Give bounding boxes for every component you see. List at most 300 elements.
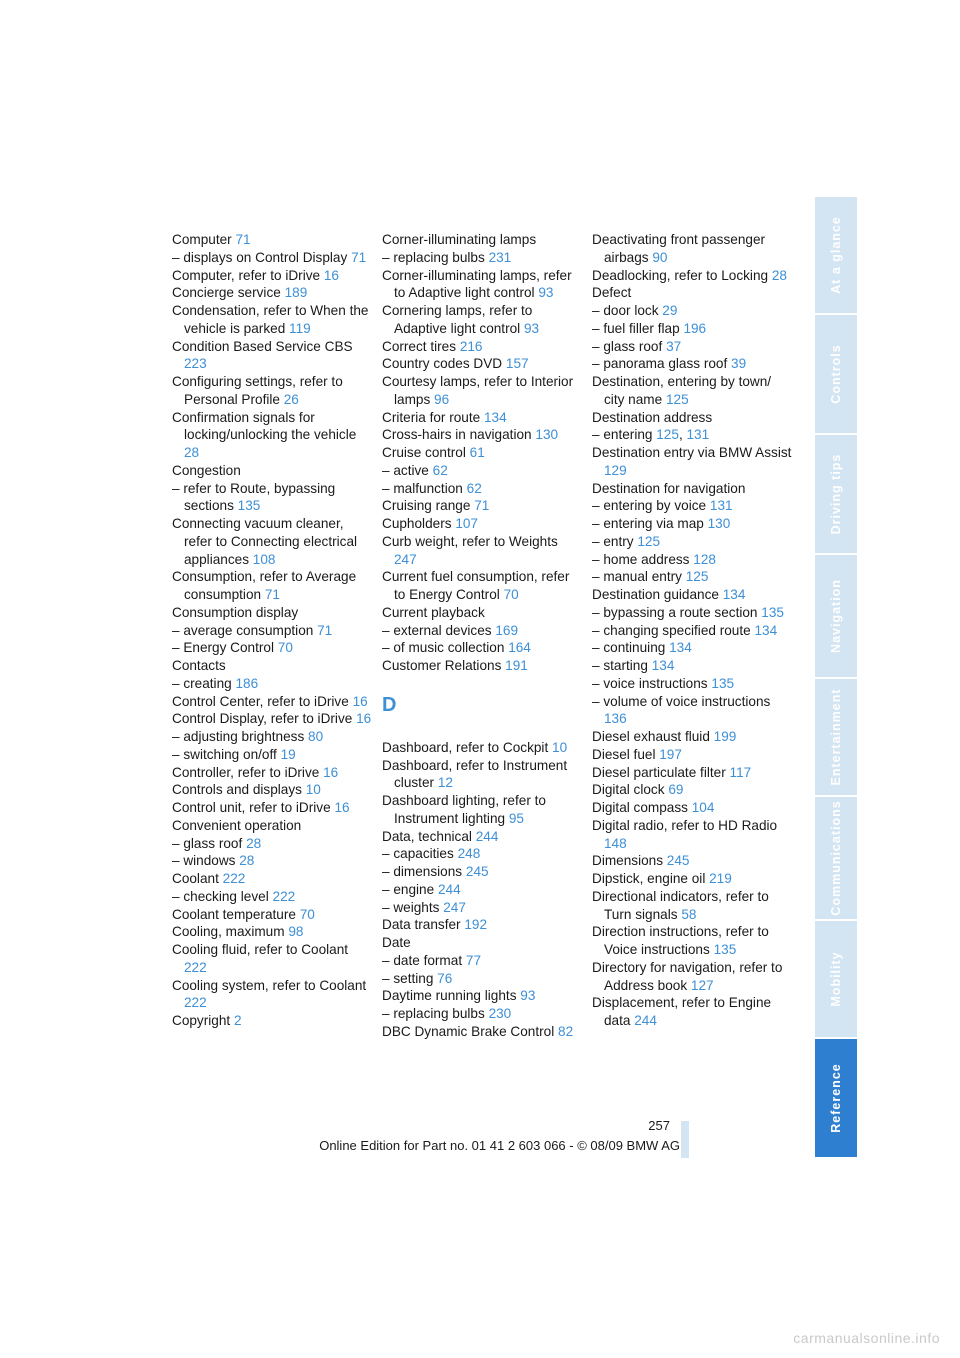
entry-text: Cooling system, refer to Coolant xyxy=(172,977,367,993)
page-reference-link[interactable]: 16 xyxy=(323,764,339,780)
page-reference-link[interactable]: 231 xyxy=(488,249,512,265)
page-reference-link[interactable]: 244 xyxy=(475,828,499,844)
page-reference-link[interactable]: 222 xyxy=(184,959,207,975)
page-reference-link[interactable]: 82 xyxy=(558,1023,574,1039)
entry-text: Diesel exhaust fluid xyxy=(592,729,710,744)
entry-text: Directional indicators, refer to Turn signals xyxy=(592,888,769,922)
page-reference-link[interactable]: 222 xyxy=(184,995,207,1011)
index-column-1 xyxy=(172,231,372,1030)
entry-text: Defect xyxy=(592,285,632,301)
page-reference-link[interactable]: 128 xyxy=(693,551,716,567)
page-reference-link[interactable]: 186 xyxy=(235,675,259,691)
page-reference-link[interactable]: 71 xyxy=(317,622,333,638)
index-entry xyxy=(172,249,372,267)
index-entry xyxy=(592,267,792,285)
section-tab-label: Controls xyxy=(829,344,843,404)
entry-text: – capacities xyxy=(382,846,454,862)
index-entry xyxy=(382,355,582,373)
index-entry xyxy=(172,817,372,835)
index-entry xyxy=(592,355,792,373)
entry-text: – of music collection xyxy=(382,640,505,656)
page-reference-link[interactable]: 12 xyxy=(437,775,453,791)
index-entry xyxy=(592,231,792,267)
index-entry xyxy=(172,373,372,409)
page-reference-link[interactable]: 28 xyxy=(184,445,200,460)
index-entry xyxy=(592,480,792,498)
index-entry xyxy=(172,835,372,853)
page-reference-link[interactable]: 125 xyxy=(665,391,689,407)
section-letter-heading: D xyxy=(382,693,397,716)
page-reference-link[interactable]: 244 xyxy=(437,881,461,897)
entry-text: Correct tires xyxy=(382,338,457,354)
page-reference-link[interactable]: 71 xyxy=(264,587,280,602)
section-tab-communications[interactable] xyxy=(815,797,857,921)
index-entry xyxy=(382,444,582,462)
entry-text: Deadlocking, refer to Locking xyxy=(592,267,769,283)
entry-text: – malfunction xyxy=(382,480,463,496)
index-entry xyxy=(172,622,372,640)
entry-text: Concierge service xyxy=(172,285,281,301)
entry-text: Cruise control xyxy=(382,445,466,460)
page-reference-link[interactable]: 244 xyxy=(634,1013,657,1028)
index-entry xyxy=(592,746,792,764)
page-reference-link[interactable]: 245 xyxy=(465,864,489,879)
entry-text: Current playback xyxy=(382,604,485,620)
entry-text: Computer, refer to iDrive xyxy=(172,267,321,283)
entry-text: Daytime running lights xyxy=(382,988,517,1004)
index-entry xyxy=(382,480,582,498)
page-reference-link[interactable]: 189 xyxy=(284,285,308,301)
entry-text: Data, technical xyxy=(382,828,472,844)
index-entry xyxy=(382,881,582,899)
page-reference-link[interactable]: 135 xyxy=(761,604,784,620)
page-reference-link[interactable]: 37 xyxy=(666,338,682,354)
section-tab-reference[interactable] xyxy=(815,1039,857,1159)
page-reference-link[interactable]: 222 xyxy=(272,888,296,904)
page-reference-link[interactable]: 130 xyxy=(535,427,559,443)
index-entry xyxy=(592,373,792,409)
entry-text: – fuel filler flap xyxy=(592,320,680,336)
entry-text: Displacement, refer to Engine data xyxy=(592,995,772,1028)
entry-text: Condensation, refer to When the vehicle is parked xyxy=(172,303,369,336)
entry-text: Cupholders xyxy=(382,516,452,531)
index-entry xyxy=(592,586,792,604)
section-tab-entertainment[interactable] xyxy=(815,679,857,797)
page-reference-link[interactable]: 129 xyxy=(604,462,627,478)
entry-text: Directory for navigation, refer to Address book xyxy=(592,959,783,993)
entry-text: Consumption display xyxy=(172,604,299,620)
page-reference-link[interactable]: 71 xyxy=(474,498,490,514)
entry-text: Destination address xyxy=(592,409,713,425)
entry-text: Diesel particulate filter xyxy=(592,764,726,780)
entry-text: – replacing bulbs xyxy=(382,249,485,265)
page-reference-link[interactable]: 2 xyxy=(233,1013,242,1028)
page-reference-link[interactable]: 157 xyxy=(505,356,529,372)
page-reference-link[interactable]: 197 xyxy=(659,746,682,762)
page-reference-link[interactable]: 28 xyxy=(246,835,262,851)
index-entry xyxy=(592,764,792,782)
index-entry xyxy=(592,515,792,533)
page-reference-link[interactable]: 134 xyxy=(484,409,507,425)
index-entry xyxy=(172,941,372,977)
entry-text: Computer xyxy=(172,232,232,247)
index-entry xyxy=(382,845,582,863)
index-entry xyxy=(592,551,792,569)
entry-text: Coolant xyxy=(172,871,219,886)
index-entry xyxy=(382,792,582,828)
index-entry xyxy=(172,515,372,568)
page-reference-link[interactable]: 125 xyxy=(685,569,709,585)
page-reference-link[interactable]: 216 xyxy=(459,338,483,354)
page-reference-link[interactable]: 131 xyxy=(709,498,733,514)
entry-text: – volume of voice instructions xyxy=(592,693,771,709)
page-reference-link[interactable]: 98 xyxy=(288,924,304,940)
entry-text: – engine xyxy=(382,881,435,897)
page-reference-link[interactable]: 247 xyxy=(443,899,466,915)
page-reference-link[interactable]: 134 xyxy=(754,622,778,638)
entry-text: Deactivating front passenger airbags xyxy=(592,232,766,265)
page-reference-link[interactable]: 71 xyxy=(351,249,367,265)
index-entry xyxy=(382,863,582,881)
entry-text: – displays on Control Display xyxy=(172,249,348,265)
section-tab-label: Entertainment xyxy=(829,688,843,786)
entry-text: Dashboard, refer to Cockpit xyxy=(382,739,549,755)
index-entry xyxy=(382,934,582,952)
index-entry xyxy=(172,568,372,604)
index-entry xyxy=(172,675,372,693)
section-tab-driving-tips[interactable] xyxy=(815,435,857,555)
page-reference-link[interactable]: 10 xyxy=(305,782,321,798)
page-reference-link[interactable]: 19 xyxy=(280,746,296,762)
entry-text: Corner-illuminating lamps, refer to Adaptive light control xyxy=(382,267,572,301)
entry-text: – Energy Control xyxy=(172,640,275,656)
page-reference-link[interactable]: 131 xyxy=(686,427,710,443)
entry-text: – average consumption xyxy=(172,622,314,638)
section-tab-navigation[interactable] xyxy=(815,555,857,679)
entry-text: – weights xyxy=(382,899,440,915)
index-entry xyxy=(172,977,372,1013)
index-entry xyxy=(592,604,792,622)
entry-text: – entry xyxy=(592,533,634,549)
index-entry xyxy=(592,852,792,870)
entry-text: – replacing bulbs xyxy=(382,1006,485,1021)
index-entry xyxy=(172,746,372,764)
page-reference-link[interactable]: 108 xyxy=(252,551,276,567)
entry-text: Digital clock xyxy=(592,782,665,798)
index-entry xyxy=(592,568,792,586)
entry-text: Digital compass xyxy=(592,800,688,815)
page-reference-link[interactable]: 169 xyxy=(495,622,519,638)
page-reference-link[interactable]: 125 xyxy=(656,427,679,443)
page-reference-link[interactable]: 127 xyxy=(690,977,714,993)
index-entry xyxy=(172,409,372,462)
page-reference-link[interactable]: 70 xyxy=(299,906,315,922)
page-reference-link[interactable]: 28 xyxy=(771,267,787,283)
page-reference-link[interactable]: 245 xyxy=(666,853,690,869)
index-entry xyxy=(382,497,582,515)
page-reference-link[interactable]: 26 xyxy=(283,391,299,407)
index-entry xyxy=(382,639,582,657)
index-entry xyxy=(382,952,582,970)
entry-text: Direction instructions, refer to Voice instructions xyxy=(592,924,769,957)
page-reference-link[interactable]: 125 xyxy=(637,533,661,549)
entry-text: – creating xyxy=(172,675,232,691)
page-reference-link[interactable]: 62 xyxy=(432,462,448,478)
entry-text: Dashboard lighting, refer to Instrument lighting xyxy=(382,793,546,826)
entry-text: Cross-hairs in navigation xyxy=(382,427,532,443)
index-entry xyxy=(382,231,582,249)
page-reference-link[interactable]: 16 xyxy=(323,267,339,283)
section-tab-label: Reference xyxy=(829,1063,843,1133)
entry-text: Data transfer xyxy=(382,917,461,933)
index-entry xyxy=(172,710,372,728)
index-entry xyxy=(382,249,582,267)
index-entry xyxy=(382,373,582,409)
page-reference-link[interactable]: 117 xyxy=(729,764,752,780)
entry-text: – home address xyxy=(592,551,690,567)
index-entry xyxy=(592,622,792,640)
index-entry xyxy=(172,781,372,799)
entry-text: Corner-illuminating lamps xyxy=(382,232,537,247)
index-entry xyxy=(382,987,582,1005)
page-reference-link[interactable]: 196 xyxy=(683,320,707,336)
page-reference-link[interactable]: 134 xyxy=(722,587,746,602)
page-reference-link[interactable]: 134 xyxy=(669,640,692,656)
page-reference-link[interactable]: 80 xyxy=(308,729,324,744)
index-entry xyxy=(172,906,372,924)
entry-text: Cooling fluid, refer to Coolant xyxy=(172,942,349,957)
index-entry xyxy=(592,533,792,551)
index-entry xyxy=(382,409,582,427)
entry-text: Cooling, maximum xyxy=(172,924,285,940)
index-entry xyxy=(592,409,792,427)
index-entry xyxy=(592,657,792,675)
entry-text: – bypassing a route section xyxy=(592,604,758,620)
page-reference-link[interactable]: 164 xyxy=(508,640,531,656)
index-entry xyxy=(592,728,792,746)
page-reference-link[interactable]: 192 xyxy=(464,917,488,933)
index-entry: – entering 125, 131 xyxy=(592,427,710,443)
entry-text: Customer Relations xyxy=(382,658,502,673)
page-reference-link[interactable]: 107 xyxy=(455,516,478,531)
entry-text: Dipstick, engine oil xyxy=(592,871,706,886)
index-entry xyxy=(592,994,792,1030)
page-reference-link[interactable]: 135 xyxy=(711,675,735,691)
index-entry xyxy=(592,923,792,959)
index-entry xyxy=(382,462,582,480)
index-entry xyxy=(172,267,372,285)
index-entry xyxy=(382,757,582,793)
index-entry xyxy=(592,497,792,515)
entry-text: Congestion xyxy=(172,462,241,478)
entry-text: Connecting vacuum cleaner, refer to Connecting electrical appliances xyxy=(172,516,358,567)
entry-text: Control unit, refer to iDrive xyxy=(172,800,331,815)
page-reference-link[interactable]: 62 xyxy=(466,480,482,496)
page-reference-link[interactable]: 134 xyxy=(651,658,675,673)
entry-text: Control Center, refer to iDrive xyxy=(172,693,349,709)
index-entry xyxy=(592,444,792,480)
index-entry xyxy=(172,1012,372,1030)
page-reference-link[interactable]: 130 xyxy=(707,516,731,531)
page-reference-link[interactable]: 93 xyxy=(538,285,554,301)
section-tab-label: At a glance xyxy=(829,216,843,294)
entry-text: Convenient operation xyxy=(172,817,302,833)
entry-text: Confirmation signals for locking/unlocking the vehicle xyxy=(172,409,357,443)
entry-text: – glass roof xyxy=(172,835,243,851)
entry-text: – dimensions xyxy=(382,864,463,879)
page-reference-link[interactable]: 16 xyxy=(356,711,372,727)
page-reference-link[interactable]: 58 xyxy=(681,906,697,922)
index-entry xyxy=(592,959,792,995)
entry-text: Destination for navigation xyxy=(592,480,746,496)
entry-text: Condition Based Service CBS xyxy=(172,338,353,354)
watermark: carmanualsonline.info xyxy=(793,1330,940,1346)
page-reference-link[interactable]: 230 xyxy=(488,1006,512,1021)
entry-text: – checking level xyxy=(172,888,269,904)
index-entry xyxy=(172,764,372,782)
page-reference-link[interactable]: 39 xyxy=(731,356,747,372)
page-reference-link[interactable]: 95 xyxy=(508,810,524,826)
page-reference-link[interactable]: 199 xyxy=(713,729,737,744)
index-entry xyxy=(592,639,792,657)
entry-text: – active xyxy=(382,462,429,478)
page-reference-link[interactable]: 61 xyxy=(469,445,485,460)
entry-text: Destination, entering by town/ city name xyxy=(592,374,772,407)
entry-text: – windows xyxy=(172,853,236,869)
section-tab-at-a-glance[interactable] xyxy=(815,197,857,315)
page-reference-link[interactable]: 71 xyxy=(235,232,251,247)
footer-text: Online Edition for Part no. 01 41 2 603 066 - © 08/09 BMW AG xyxy=(319,1138,680,1153)
index-entry xyxy=(382,657,582,675)
index-entry xyxy=(382,515,582,533)
index-entry xyxy=(592,693,792,729)
entry-text: – panorama glass roof xyxy=(592,356,728,372)
entry-text: Criteria for route xyxy=(382,409,481,425)
section-tab-label: Driving tips xyxy=(829,453,843,535)
index-entry xyxy=(382,1023,582,1041)
page-reference-link[interactable]: 222 xyxy=(222,871,246,886)
index-entry xyxy=(592,675,792,693)
index-entry xyxy=(592,870,792,888)
entry-text: Dimensions xyxy=(592,853,664,869)
section-tab-label: Mobility xyxy=(829,951,843,1007)
entry-text: – switching on/off xyxy=(172,746,277,762)
page-reference-link[interactable]: 77 xyxy=(465,952,482,968)
entry-text: DBC Dynamic Brake Control xyxy=(382,1023,555,1039)
entry-text: Curb weight, refer to Weights xyxy=(382,533,558,549)
index-entry xyxy=(592,817,792,853)
index-entry xyxy=(592,284,792,302)
index-entry xyxy=(382,828,582,846)
page-reference-link[interactable]: 191 xyxy=(505,658,528,673)
index-entry xyxy=(172,799,372,817)
index-entry xyxy=(382,604,582,622)
entry-text: – starting xyxy=(592,658,648,673)
page-reference-link[interactable]: 16 xyxy=(352,693,368,709)
entry-text: Courtesy lamps, refer to Interior lamps xyxy=(382,374,574,407)
index-entry xyxy=(382,568,582,604)
index-entry xyxy=(172,639,372,657)
section-tab-label: Navigation xyxy=(829,579,843,653)
page-reference-link[interactable]: 136 xyxy=(604,711,627,727)
entry-text: Diesel fuel xyxy=(592,746,656,762)
section-tab-controls[interactable] xyxy=(815,315,857,435)
index-entry xyxy=(172,888,372,906)
index-entry xyxy=(382,916,582,934)
page-reference-link[interactable]: 223 xyxy=(184,356,207,372)
entry-text: Control Display, refer to iDrive xyxy=(172,711,353,727)
entry-text: Country codes DVD xyxy=(382,356,503,372)
entry-text: Consumption, refer to Average consumption xyxy=(172,569,357,602)
entry-text: – date format xyxy=(382,952,463,968)
entry-text: Destination entry via BMW Assist xyxy=(592,445,792,460)
index-entry xyxy=(382,899,582,917)
entry-text: Current fuel consumption, refer to Energy Control xyxy=(382,569,570,602)
index-entry xyxy=(172,284,372,302)
page-reference-link[interactable]: 70 xyxy=(277,640,293,656)
index-entry xyxy=(382,970,582,988)
entry-text: Copyright xyxy=(172,1013,231,1028)
page-reference-link[interactable]: 76 xyxy=(437,970,453,986)
index-entry xyxy=(592,888,792,924)
section-tabs xyxy=(815,197,857,1159)
page-reference-link[interactable]: 16 xyxy=(334,800,350,815)
page-reference-link[interactable]: 248 xyxy=(457,846,481,862)
section-tab-mobility[interactable] xyxy=(815,921,857,1039)
page-reference-link[interactable]: 247 xyxy=(394,551,417,567)
index-entry xyxy=(382,426,582,444)
index-entry xyxy=(172,852,372,870)
entry-text: Cruising range xyxy=(382,498,471,514)
index-entry xyxy=(382,622,582,640)
page-reference-link[interactable]: 135 xyxy=(713,942,737,957)
page-reference-link[interactable]: 69 xyxy=(668,782,684,798)
page-reference-link[interactable]: 219 xyxy=(709,871,732,886)
index-entry xyxy=(382,338,582,356)
index-entry xyxy=(172,693,372,711)
page-number: 257 xyxy=(648,1118,670,1133)
index-entry xyxy=(172,870,372,888)
entry-text: Date xyxy=(382,935,411,950)
page-reference-link[interactable]: 148 xyxy=(604,835,627,851)
index-entry xyxy=(172,728,372,746)
page-reference-link[interactable]: 90 xyxy=(652,249,668,265)
index-entry xyxy=(172,480,372,516)
index-entry xyxy=(382,267,582,303)
page-reference-link[interactable]: 93 xyxy=(520,988,536,1004)
entry-text: – entering by voice xyxy=(592,498,707,514)
index-entry xyxy=(592,338,792,356)
page-reference-link[interactable]: 119 xyxy=(289,320,311,336)
index-entry xyxy=(592,781,792,799)
page-reference-link[interactable]: 93 xyxy=(523,320,540,336)
entry-text: – entering via map xyxy=(592,516,704,531)
page-reference-link[interactable]: 28 xyxy=(239,853,255,869)
page-reference-link[interactable]: 29 xyxy=(662,303,678,318)
page-reference-link[interactable]: 135 xyxy=(237,498,261,514)
entry-text: Controls and displays xyxy=(172,782,302,798)
entry-text: Configuring settings, refer to Personal Profile xyxy=(172,374,343,407)
page-reference-link[interactable]: 10 xyxy=(552,739,568,755)
page-reference-link[interactable]: 104 xyxy=(691,800,715,815)
page-reference-link[interactable]: 70 xyxy=(503,587,519,602)
index-entry xyxy=(382,1005,582,1023)
page-reference-link[interactable]: 96 xyxy=(434,391,450,407)
index-entry xyxy=(382,302,582,338)
entry-text: Coolant temperature xyxy=(172,906,296,922)
entry-text: – voice instructions xyxy=(592,675,708,691)
entry-text: Cornering lamps, refer to Adaptive light control xyxy=(382,303,533,336)
